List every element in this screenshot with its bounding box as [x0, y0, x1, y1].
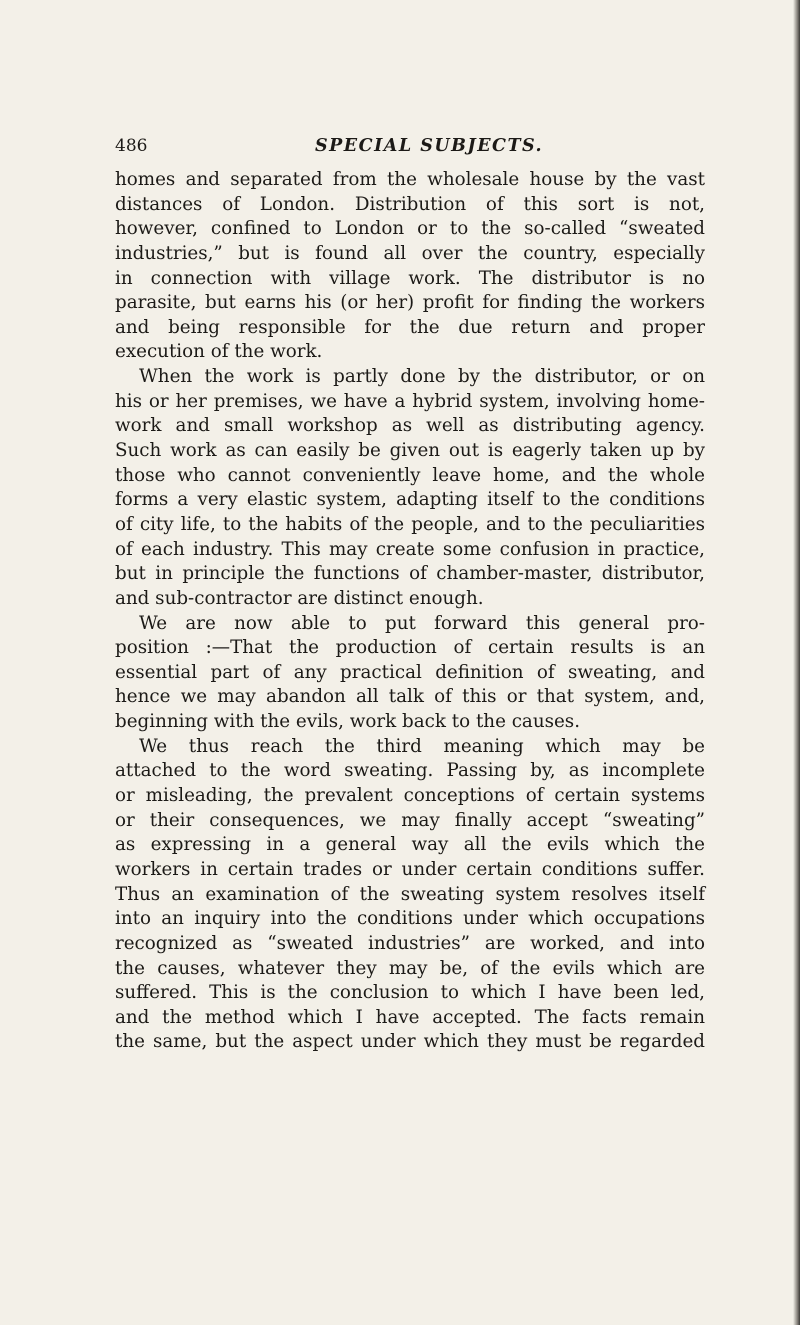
text-line: as expressing in a general way all the evils which the [115, 834, 705, 856]
text-line: workers in certain trades or under certain conditions suffer. [115, 858, 705, 880]
paragraph-start-line: We thus reach the third meaning which may be [139, 735, 705, 757]
text-line: in connection with village work. The distributor is no [115, 267, 705, 289]
text-line: those who cannot conveniently leave home, and the whole [115, 464, 705, 486]
text-line: industries,” but is found all over the country, especially [115, 242, 705, 264]
text-line: distances of London. Distribution of this sort is not, [115, 193, 705, 215]
text-line: forms a very elastic system, adapting itself to the conditions [115, 489, 705, 511]
text-line: hence we may abandon all talk of this or that system, and, [115, 686, 705, 708]
text-line: homes and separated from the wholesale house by the vast [115, 169, 705, 190]
paragraph-start-line: We are now able to put forward this general pro- [139, 612, 705, 634]
text-line: Thus an examination of the sweating system resolves itself [115, 883, 705, 905]
text-line: or their consequences, we may finally accept “sweating” [115, 809, 705, 831]
text-line: but in principle the functions of chamber-master, distributor, [115, 563, 705, 585]
text-line: his or her premises, we have a hybrid system, involving home- [115, 390, 705, 412]
text-line: essential part of any practical definition of sweating, and [115, 661, 705, 683]
text-line: execution of the work. [115, 341, 323, 363]
text-line: however, confined to London or to the so-called “sweated [115, 218, 705, 240]
text-line: position :—That the production of certain results is an [115, 637, 705, 659]
page-header [115, 133, 705, 159]
text-line: and sub-contractor are distinct enough. [115, 587, 484, 609]
body-text [115, 168, 705, 1055]
text-line: attached to the word sweating. Passing by, as incomplete [115, 760, 705, 782]
running-head: SPECIAL SUBJECTS. [315, 136, 544, 156]
text-line: Such work as can easily be given out is eagerly taken up by [115, 440, 705, 462]
text-line: of each industry. This may create some confusion in practice, [115, 538, 705, 560]
text-line: beginning with the evils, work back to the causes. [115, 711, 581, 733]
text-line: suffered. This is the conclusion to which I have been led, [115, 982, 705, 1004]
text-line: the causes, whatever they may be, of the evils which are [115, 957, 705, 979]
text-line: or misleading, the prevalent conceptions of certain systems [115, 785, 705, 807]
text-line: of city life, to the habits of the people, and to the peculiarities [115, 513, 705, 535]
text-line: and being responsible for the due return and proper [115, 316, 705, 338]
text-line: and the method which I have accepted. The facts remain [115, 1006, 705, 1028]
text-line: parasite, but earns his (or her) profit for finding the workers [115, 292, 705, 314]
text-line: the same, but the aspect under which they must be regarded [115, 1031, 705, 1053]
text-line: work and small workshop as well as distributing agency. [115, 415, 705, 437]
paragraph-start-line: When the work is partly done by the distributor, or on [139, 366, 705, 388]
page-edge-shadow [793, 0, 800, 1325]
text-line: into an inquiry into the conditions under which occupations [115, 908, 705, 930]
text-line: recognized as “sweated industries” are worked, and into [115, 932, 705, 954]
page-number: 486 [115, 136, 148, 156]
